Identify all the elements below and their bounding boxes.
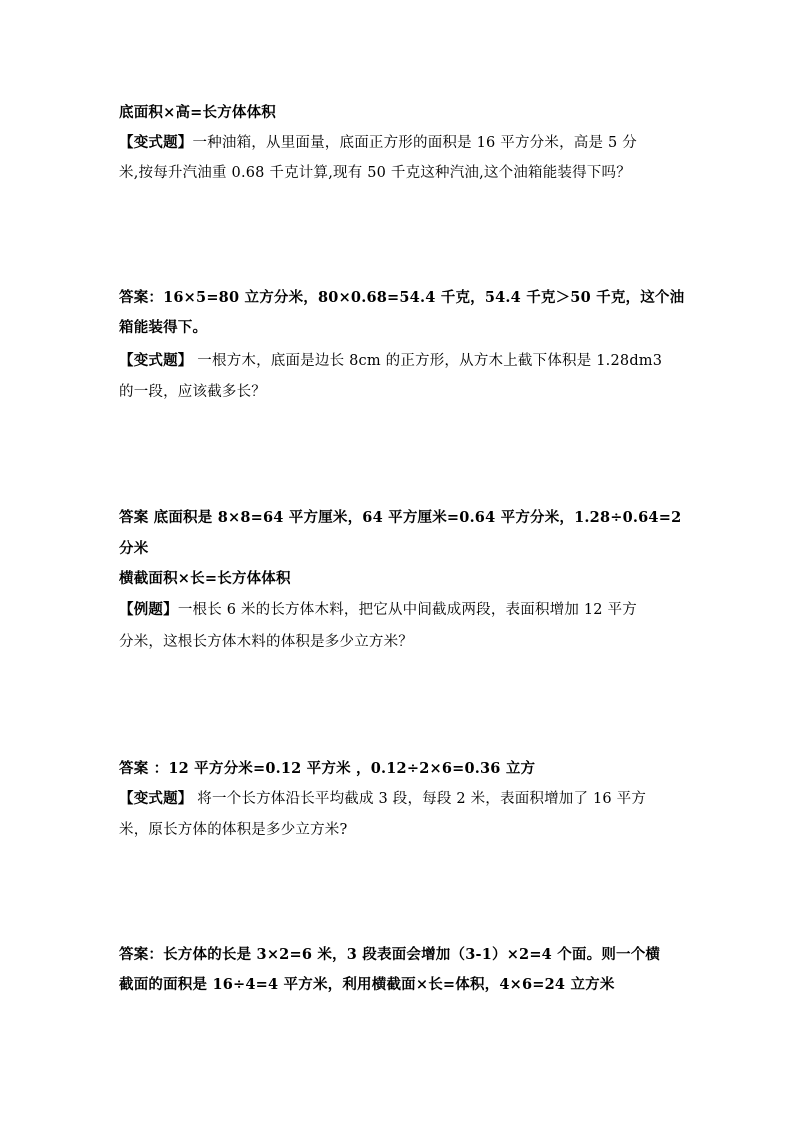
question-label: 【变式题】	[119, 134, 193, 151]
question-text: 一种油箱，从里面量，底面正方形的面积是 16 平方分米，高是 5 分	[192, 135, 637, 151]
section-heading-cross-section: 横截面积×长=长方体体积	[119, 570, 291, 587]
variant-question-3-line-1	[119, 789, 679, 809]
question-text: 将一个长方体沿长平均截成 3 段，每段 2 米，表面积增加了 16 平方	[192, 791, 647, 807]
variant-question-1-line-2: 米,按每升汽油重 0.68 千克计算,现有 50 千克这种汽油,这个油箱能装得下吗？	[119, 165, 631, 181]
question-label: 【变式题】	[119, 352, 193, 369]
example-question-line-2: 分米，这根长方体木料的体积是多少立方米？	[119, 634, 413, 650]
answer-4-line-2: 截面的面积是 16÷4=4 平方米，利用横截面×长=体积，4×6=24 立方米	[119, 976, 615, 993]
question-text: 一根长 6 米的长方体木料，把它从中间截成两段，表面积增加 12 平方	[177, 602, 637, 618]
variant-question-2-line-2: 的一段，应该截多长？	[119, 384, 266, 400]
answer-1-line-2: 箱能装得下。	[119, 319, 208, 336]
variant-question-2-line-1	[119, 351, 679, 371]
example-question-line-1	[119, 600, 679, 620]
variant-question-3-line-2: 米，原长方体的体积是多少立方米?	[119, 822, 348, 838]
question-label: 【变式题】	[119, 790, 193, 807]
section-heading-base-area: 底面积×高=长方体体积	[119, 104, 276, 121]
question-text: 一根方木，底面是边长 8cm 的正方形，从方木上截下体积是 1.28dm3	[192, 353, 663, 369]
answer-3-line-1: 答案 ：12 平方分米=0.12 平方米 ，0.12÷2×6=0.36 立方	[119, 760, 536, 777]
variant-question-1-line-1	[119, 133, 679, 153]
question-label: 【例题】	[119, 601, 178, 618]
answer-2-line-2: 分米	[119, 540, 149, 557]
answer-1-line-1: 答案：16×5=80 立方分米，80×0.68=54.4 千克，54.4 千克＞50 千克，这个油	[119, 289, 685, 306]
answer-2-line-1: 答案 底面积是 8×8=64 平方厘米，64 平方厘米=0.64 平方分米，1.28÷0.64=2	[119, 509, 682, 526]
answer-4-line-1: 答案：长方体的长是 3×2=6 米，3 段表面会增加（3-1）×2=4 个面。则一个横	[119, 946, 661, 963]
